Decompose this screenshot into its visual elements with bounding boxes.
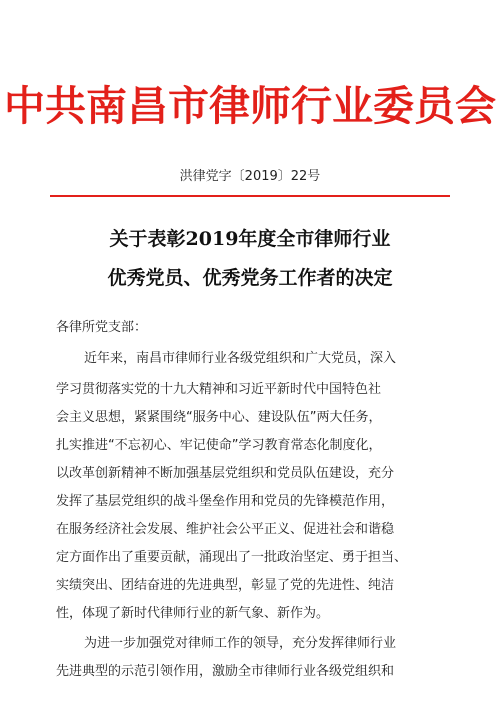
paragraph-2-line: 为进一步加强党对律师工作的领导，充分发挥律师行业 [84,636,397,651]
paragraph-1-line: 以改革创新精神不断加强基层党组织和党员队伍建设，充分 [56,466,395,481]
document-title-line-2: 优秀党员、优秀党务工作者的决定 [107,267,393,289]
paragraph-1-line: 发挥了基层党组织的战斗堡垒作用和党员的先锋模范作用， [56,494,395,509]
paragraph-1-line: 性，体现了新时代律师行业的新气象、新作为。 [56,606,330,621]
salutation: 各律所党支部： [56,320,148,335]
masthead-org-name: 中共南昌市律师行业委员会 [4,82,496,130]
document-title-line-1: 关于表彰2019年度全市律师行业 [109,228,391,250]
paragraph-2-line: 先进典型的示范引领作用，激励全市律师行业各级党组织和 [56,664,395,679]
paragraph-1-line: 近年来，南昌市律师行业各级党组织和广大党员，深入 [84,351,397,366]
paragraph-1-line: 在服务经济社会发展、维护社会公平正义、促进社会和谐稳 [56,522,395,537]
paragraph-1-line: 实绩突出、团结奋进的先进典型，彰显了党的先进性、纯洁 [56,578,395,593]
paragraph-1-line: 学习贯彻落实党的十九大精神和习近平新时代中国特色社 [56,382,382,397]
document-number: 洪律党字〔2019〕22号 [179,169,321,184]
paragraph-1-line: 会主义思想，紧紧围绕“服务中心、建设队伍”两大任务， [56,410,382,425]
masthead-red-rule [50,195,450,197]
paragraph-1-line: 定方面作出了重要贡献，涌现出了一批政治坚定、勇于担当、 [56,550,408,565]
paragraph-1-line: 扎实推进“不忘初心、牢记使命”学习教育常态化制度化， [56,438,382,453]
